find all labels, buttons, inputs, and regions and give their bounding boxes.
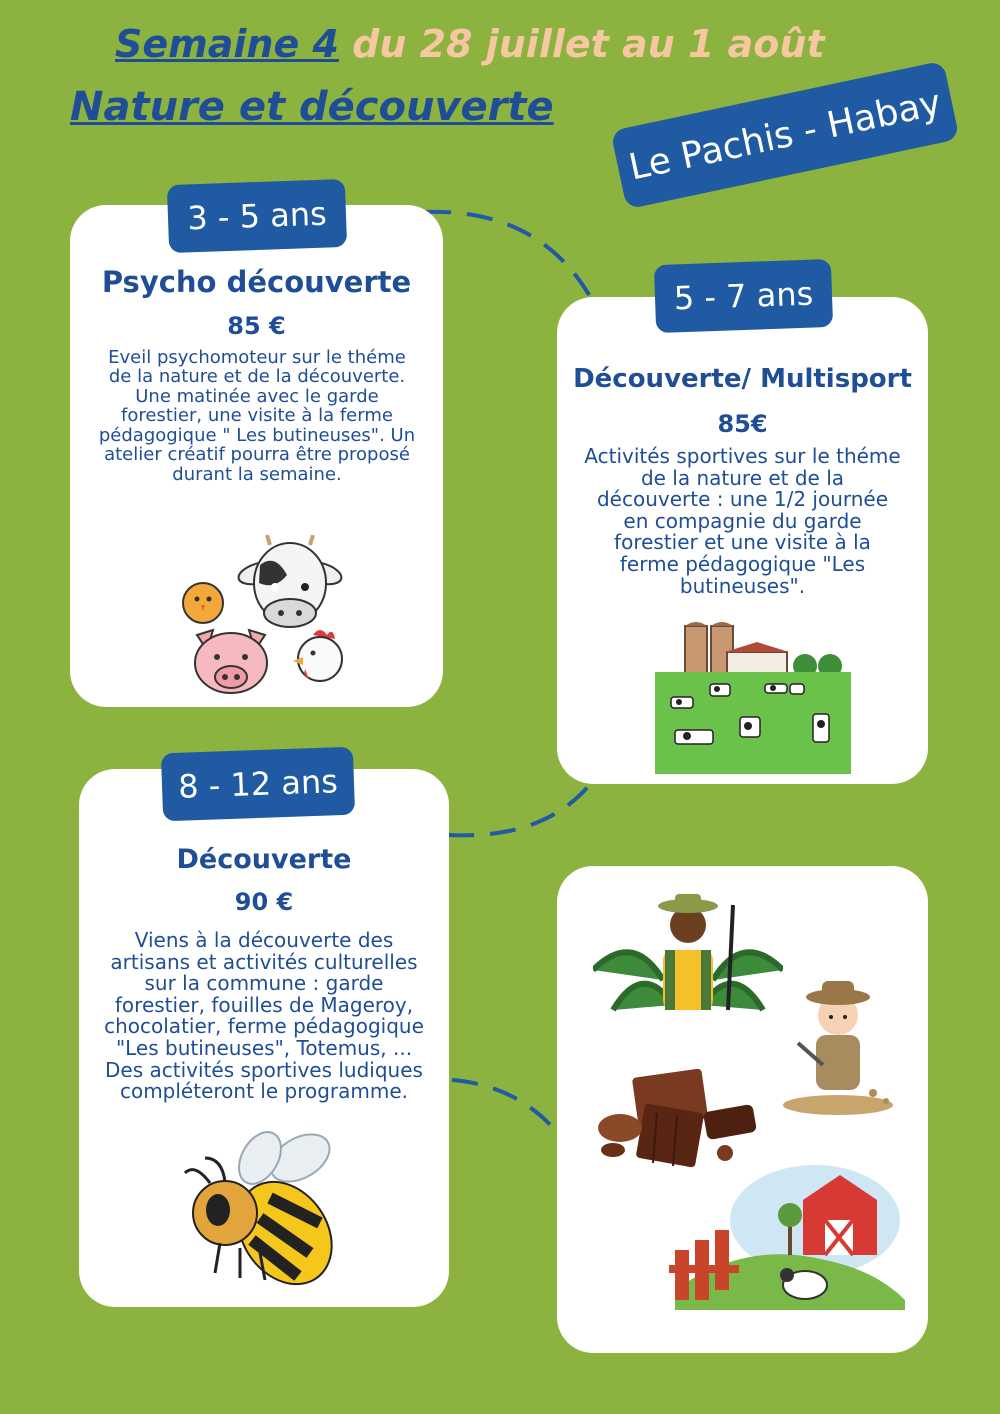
price-3-5: 85 € xyxy=(227,312,286,340)
age-badge-8-12: 8 - 12 ans xyxy=(161,747,355,822)
archaeologist-icon xyxy=(778,975,898,1115)
pig-icon xyxy=(195,630,267,693)
price-8-12: 90 € xyxy=(234,888,294,916)
description-5-7: Activités sportives sur le théme de la nature et de la découverte : une 1/2 journée en compagnie du garde forestier et une visite à la ferme pédagogique "Les butineuses". xyxy=(584,444,901,598)
theme-title: Nature et découverte xyxy=(70,84,554,130)
age-badge-5-7: 5 - 7 ans xyxy=(654,259,833,333)
week-dates: du 28 juillet au 1 août xyxy=(338,22,825,66)
week-label: Semaine 4 xyxy=(115,22,339,66)
activity-title-5-7: Découverte/ Multisport xyxy=(573,364,912,394)
activity-title-3-5: Psycho découverte xyxy=(101,265,412,299)
week-title xyxy=(115,22,825,66)
price-5-7: 85€ xyxy=(717,410,768,438)
forester-icon xyxy=(593,890,783,1020)
cow-icon xyxy=(236,535,344,627)
description-8-12: Viens à la découverte des artisans et activités culturelles sur la commune : garde forestier, fouilles de Mageroy, chocolatier, ferme pédagogique "Les butineuses", Totemus, ... Des activités sportives ludiques compléteront le programme. xyxy=(104,928,424,1104)
barn-icon xyxy=(665,1160,905,1310)
chicken-icon xyxy=(293,630,342,681)
location-badge: Le Pachis - Habay xyxy=(610,61,959,210)
farm-field-icon xyxy=(655,622,851,774)
farm-animals-icon xyxy=(175,535,375,705)
age-badge-3-5: 3 - 5 ans xyxy=(167,179,347,253)
activity-title-8-12: Découverte xyxy=(176,844,352,875)
bee-icon xyxy=(180,1128,340,1298)
chick-icon xyxy=(183,583,223,623)
description-3-5: Eveil psychomoteur sur le théme de la nature et de la découverte. Une matinée avec le garde forestier, une visite à la ferme pédagogique " Les butineuses". Un atelier créatif pourra être proposé durant la semaine. xyxy=(98,347,416,485)
